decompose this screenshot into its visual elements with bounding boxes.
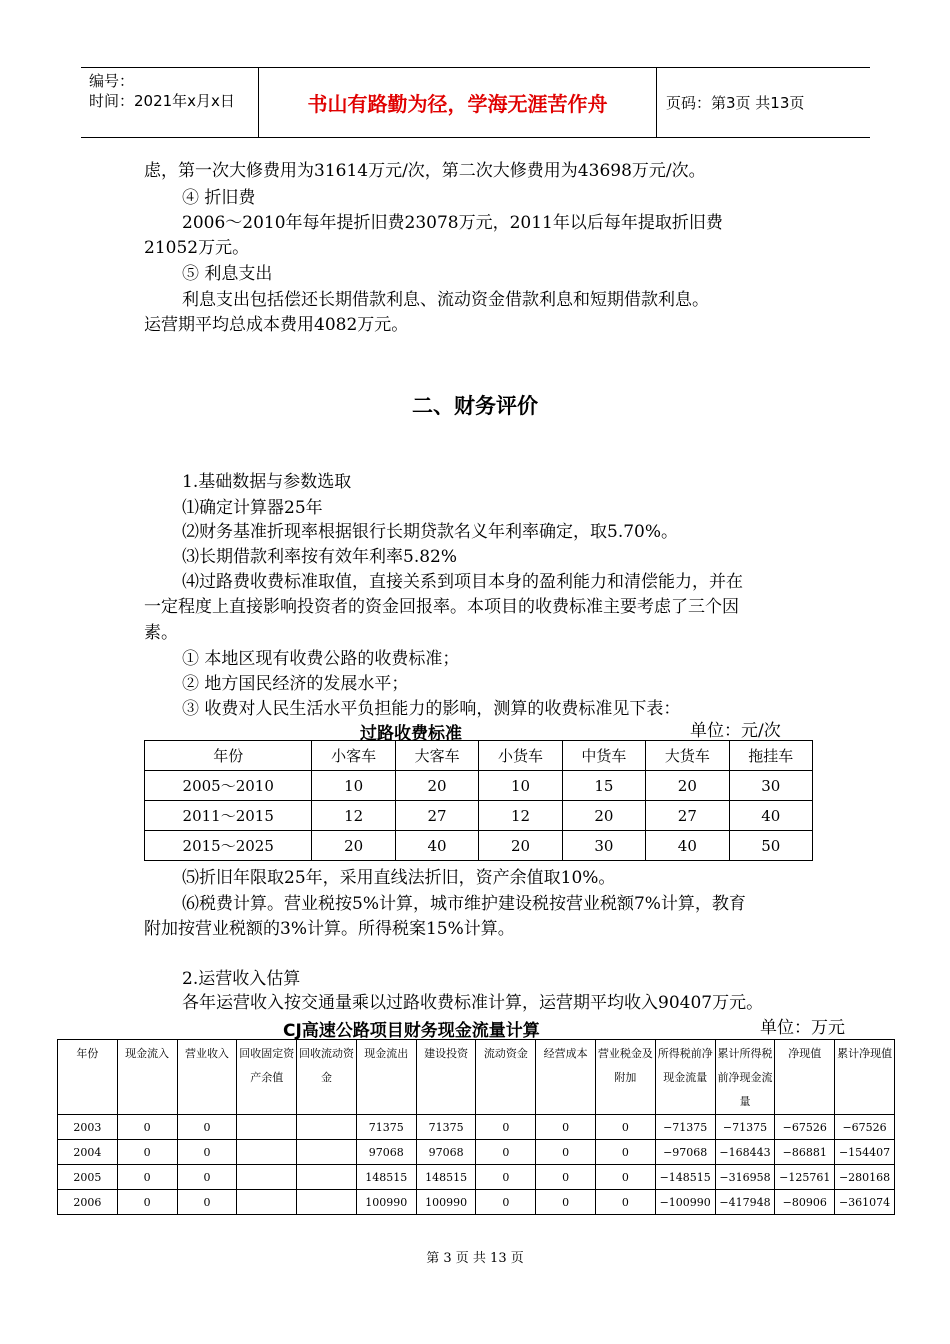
paragraph-line: ⑶长期借款利率按有效年利率5.82% xyxy=(182,547,458,567)
table-cell: 20 xyxy=(312,831,395,861)
table-header-cell: 累计净现值 xyxy=(835,1040,895,1115)
paragraph-line: ⑹税费计算。营业税按5%计算，城市维护建设税按营业税额7%计算，教育 xyxy=(182,894,746,914)
toll-table-title: 过路收费标准 xyxy=(360,724,462,744)
table-row xyxy=(145,831,813,861)
table-cell: −86881 xyxy=(775,1140,835,1165)
table-cell: 0 xyxy=(177,1165,237,1190)
table-header-cell: 所得税前净现金流量 xyxy=(655,1040,715,1115)
table-cell: −67526 xyxy=(775,1115,835,1140)
table-header-cell: 小货车 xyxy=(479,741,562,771)
section-title: 二、财务评价 xyxy=(412,394,538,418)
table-row xyxy=(58,1115,895,1140)
table-row xyxy=(58,1140,895,1165)
table-cell: 27 xyxy=(395,801,478,831)
table-cell: 0 xyxy=(476,1165,536,1190)
paragraph-line: 一定程度上直接影响投资者的资金回报率。本项目的收费标准主要考虑了三个因 xyxy=(144,597,739,617)
cash-table-title: CJ高速公路项目财务现金流量计算 xyxy=(283,1021,540,1041)
table-cell: −417948 xyxy=(715,1190,775,1215)
table-cell: 2006 xyxy=(58,1190,118,1215)
header-meta xyxy=(81,68,259,137)
paragraph-line: ⑷过路费收费标准取值，直接关系到项目本身的盈利能力和清偿能力，并在 xyxy=(182,572,743,592)
table-cell: 0 xyxy=(596,1165,656,1190)
table-cell: 12 xyxy=(312,801,395,831)
table-cell: −67526 xyxy=(835,1115,895,1140)
table-cell: 0 xyxy=(177,1115,237,1140)
paragraph-line: 各年运营收入按交通量乘以过路收费标准计算，运营期平均收入90407万元。 xyxy=(182,993,764,1013)
table-cell: −71375 xyxy=(715,1115,775,1140)
table-cell xyxy=(237,1190,297,1215)
toll-table-unit: 单位：元/次 xyxy=(690,721,781,741)
table-cell: 30 xyxy=(562,831,645,861)
paragraph-line: 2006～2010年每年提折旧费23078万元，2011年以后每年提取折旧费 xyxy=(182,213,723,233)
table-cell xyxy=(237,1165,297,1190)
table-cell: −125761 xyxy=(775,1165,835,1190)
table-cell: 97068 xyxy=(416,1140,476,1165)
table-cell: 20 xyxy=(562,801,645,831)
table-header-cell: 小客车 xyxy=(312,741,395,771)
table-cell: 0 xyxy=(177,1140,237,1165)
paragraph-line: ⑤ 利息支出 xyxy=(182,264,273,284)
table-cell xyxy=(297,1115,357,1140)
table-row xyxy=(145,771,813,801)
header-motto: 书山有路勤为径，学海无涯苦作舟 xyxy=(259,68,657,137)
table-cell: 40 xyxy=(395,831,478,861)
table-header-cell: 建设投资 xyxy=(416,1040,476,1115)
table-cell: 0 xyxy=(596,1140,656,1165)
table-header-cell: 年份 xyxy=(58,1040,118,1115)
table-cell: 0 xyxy=(536,1140,596,1165)
table-header-cell: 现金流入 xyxy=(117,1040,177,1115)
table-cell: −80906 xyxy=(775,1190,835,1215)
table-cell: −316958 xyxy=(715,1165,775,1190)
table-header-cell: 累计所得税前净现金流量 xyxy=(715,1040,775,1115)
paragraph-line: ① 本地区现有收费公路的收费标准； xyxy=(182,649,460,669)
table-cell: 0 xyxy=(596,1190,656,1215)
paragraph-line: ③ 收费对人民生活水平负担能力的影响，测算的收费标准见下表： xyxy=(182,699,681,719)
paragraph-line: 利息支出包括偿还长期借款利息、流动资金借款利息和短期借款利息。 xyxy=(182,290,709,310)
table-cell: 2005～2010 xyxy=(145,771,312,801)
page-header xyxy=(81,67,870,138)
table-header-row xyxy=(145,741,813,771)
table-cell: 2015～2025 xyxy=(145,831,312,861)
table-cell: 0 xyxy=(117,1140,177,1165)
cash-table-unit: 单位：万元 xyxy=(760,1018,845,1038)
paragraph-line: ⑸折旧年限取25年，采用直线法折旧，资产余值取10%。 xyxy=(182,868,616,888)
table-header-cell: 净现值 xyxy=(775,1040,835,1115)
table-cell: 2011～2015 xyxy=(145,801,312,831)
table-cell: 2004 xyxy=(58,1140,118,1165)
table-cell: 0 xyxy=(536,1190,596,1215)
table-cell xyxy=(297,1165,357,1190)
table-cell: −361074 xyxy=(835,1190,895,1215)
paragraph-line: ⑵财务基准折现率根据银行长期贷款名义年利率确定，取5.70%。 xyxy=(182,522,679,542)
table-header-cell: 营业税金及附加 xyxy=(596,1040,656,1115)
table-header-cell: 营业收入 xyxy=(177,1040,237,1115)
table-header-cell: 拖挂车 xyxy=(729,741,812,771)
table-cell: 12 xyxy=(479,801,562,831)
table-cell: 10 xyxy=(312,771,395,801)
table-cell xyxy=(297,1190,357,1215)
table-cell: 40 xyxy=(729,801,812,831)
paragraph-line: 1.基础数据与参数选取 xyxy=(182,472,352,492)
table-cell: 15 xyxy=(562,771,645,801)
table-cell: 0 xyxy=(476,1115,536,1140)
table-cell: 20 xyxy=(479,831,562,861)
paragraph-line: ④ 折旧费 xyxy=(182,188,256,208)
cash-flow-table xyxy=(57,1039,895,1215)
table-cell: 71375 xyxy=(356,1115,416,1140)
table-cell: 2005 xyxy=(58,1165,118,1190)
table-header-cell: 流动资金 xyxy=(476,1040,536,1115)
table-row xyxy=(58,1190,895,1215)
table-header-row xyxy=(58,1040,895,1115)
table-header-cell: 年份 xyxy=(145,741,312,771)
table-header-cell: 大客车 xyxy=(395,741,478,771)
paragraph-line: 素。 xyxy=(144,623,178,643)
table-cell: −280168 xyxy=(835,1165,895,1190)
table-cell: −148515 xyxy=(655,1165,715,1190)
table-cell: −154407 xyxy=(835,1140,895,1165)
doc-date-label: 时间：2021年x月x日 xyxy=(89,92,235,110)
paragraph-line: 21052万元。 xyxy=(144,238,250,258)
table-cell: 100990 xyxy=(356,1190,416,1215)
table-cell: 0 xyxy=(476,1190,536,1215)
table-header-cell: 大货车 xyxy=(646,741,729,771)
table-cell: 30 xyxy=(729,771,812,801)
toll-table xyxy=(144,740,813,861)
paragraph-line: 运营期平均总成本费用4082万元。 xyxy=(144,315,409,335)
table-cell: −97068 xyxy=(655,1140,715,1165)
table-cell: 20 xyxy=(395,771,478,801)
table-cell xyxy=(237,1115,297,1140)
table-cell: 0 xyxy=(177,1190,237,1215)
table-cell: 0 xyxy=(117,1165,177,1190)
table-cell: 0 xyxy=(536,1165,596,1190)
table-row xyxy=(58,1165,895,1190)
table-header-cell: 现金流出 xyxy=(356,1040,416,1115)
page-footer: 第 3 页 共 13 页 xyxy=(426,1251,524,1266)
table-cell: 50 xyxy=(729,831,812,861)
table-cell: −71375 xyxy=(655,1115,715,1140)
table-cell: 40 xyxy=(646,831,729,861)
table-cell: 0 xyxy=(117,1115,177,1140)
doc-number-label: 编号： xyxy=(89,72,135,90)
table-cell: 97068 xyxy=(356,1140,416,1165)
table-cell: 0 xyxy=(536,1115,596,1140)
paragraph-line: ⑴确定计算器25年 xyxy=(182,498,323,518)
paragraph-line: 附加按营业税额的3%计算。所得税案15%计算。 xyxy=(144,919,515,939)
table-cell: 2003 xyxy=(58,1115,118,1140)
table-row xyxy=(145,801,813,831)
table-header-cell: 中货车 xyxy=(562,741,645,771)
table-cell: 10 xyxy=(479,771,562,801)
table-cell: −168443 xyxy=(715,1140,775,1165)
table-cell: 100990 xyxy=(416,1190,476,1215)
paragraph-line: ② 地方国民经济的发展水平； xyxy=(182,674,409,694)
table-cell: 148515 xyxy=(356,1165,416,1190)
paragraph-line: 2.运营收入估算 xyxy=(182,969,301,989)
table-header-cell: 回收流动资金 xyxy=(297,1040,357,1115)
table-header-cell: 经营成本 xyxy=(536,1040,596,1115)
table-cell: −100990 xyxy=(655,1190,715,1215)
table-cell: 148515 xyxy=(416,1165,476,1190)
paragraph-line: 虑，第一次大修费用为31614万元/次，第二次大修费用为43698万元/次。 xyxy=(144,161,706,181)
table-cell xyxy=(237,1140,297,1165)
table-cell: 0 xyxy=(596,1115,656,1140)
table-cell: 20 xyxy=(646,771,729,801)
table-cell: 27 xyxy=(646,801,729,831)
table-cell: 0 xyxy=(117,1190,177,1215)
table-cell: 0 xyxy=(476,1140,536,1165)
table-cell xyxy=(297,1140,357,1165)
header-page-info: 页码：第3页 共13页 xyxy=(666,94,805,112)
table-cell: 71375 xyxy=(416,1115,476,1140)
table-header-cell: 回收固定资产余值 xyxy=(237,1040,297,1115)
